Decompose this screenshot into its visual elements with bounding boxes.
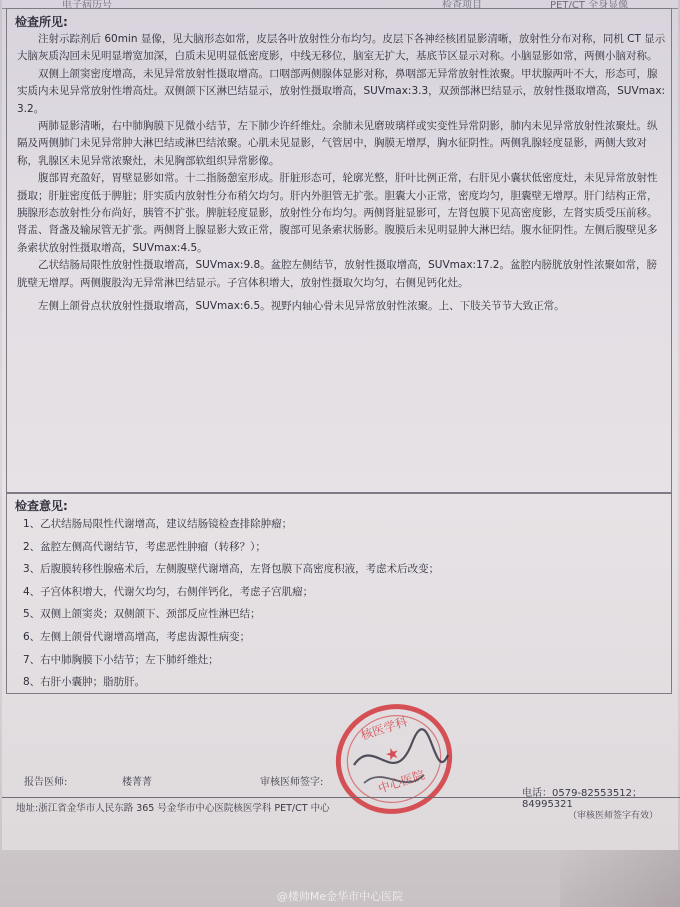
review-doctor-label: 审核医师签字:	[260, 777, 324, 788]
findings-paragraph-brain: 注射示踪剂后 60min 显像，见大脑形态如常，皮层各叶放射性分布均匀。皮层下各神经核团显影清晰，放射性分布对称，同机 CT 显示大脑灰质沟回未见明显增宽加深，白质未见明显低密度影，中线无移位，脑室无扩大，基底节区显示对称。小脑显影如常，两侧小脑对称。	[17, 33, 666, 63]
conclusion-item: 8、右肝小囊肿；脂肪肝。	[23, 676, 146, 689]
report-doctor-label: 报告医师:	[24, 777, 68, 788]
conclusion-item: 7、右中肺胸膜下小结节；左下肺纤维灶；	[23, 653, 219, 666]
conclusion-item: 4、子宫体积增大，代谢欠均匀，右侧伴钙化，考虑子宫肌瘤；	[23, 585, 314, 598]
findings-body	[17, 31, 667, 316]
svg-text:中心医院: 中心医院	[376, 767, 427, 796]
report-sheet	[2, 0, 678, 850]
hospital-seal	[324, 695, 464, 823]
findings-paragraph-pelvis: 乙状结肠局限性放射性摄取增高，SUVmax:9.8。盆腔左侧结节，放射性摄取增高，SUVmax:17.2。盆腔内膀胱放射性浓聚如常，膀胱壁无增厚。两侧腹股沟无异常淋巴结显示。子宫体积增大，放射性摄取欠均匀，右侧见钙化灶。	[17, 259, 657, 289]
footer-divider	[2, 797, 680, 798]
svg-text:★: ★	[382, 742, 403, 766]
findings-title: 检查所见:	[15, 15, 68, 29]
svg-text:核医学科: 核医学科	[359, 714, 410, 743]
findings-box	[6, 8, 672, 494]
conclusion-item: 3、后腹膜转移性腺癌术后，左侧腹壁代谢增高，左肾包膜下高密度积液，考虑术后改变；	[23, 563, 440, 576]
header-mid-fragment: 检查项目	[442, 0, 482, 11]
conclusion-item: 6、左侧上颌骨代谢增高增高，考虑齿源性病变；	[23, 630, 251, 643]
conclusion-list	[23, 513, 439, 694]
header-right-fragment: PET/CT 全身显像	[550, 0, 629, 11]
signature-note: （审核医师签字有效）	[568, 811, 659, 821]
weibo-watermark: @楼帅Me金华市中心医院	[276, 890, 404, 903]
conclusion-item: 1、乙状结肠局限性代谢增高，建议结肠镜检查排除肿瘤；	[23, 518, 293, 530]
findings-paragraph-abdomen: 腹部胃充盈好，胃壁显影如常。十二指肠憩室形成。肝脏形态可，轮廓光整，肝叶比例正常，右肝见小囊状低密度灶，未见异常放射性摄取；肝脏密度低于脾脏；肝实质内放射性分布稍欠均匀。肝内外胆管无扩张。胆囊大小正常，密度均匀，胆囊壁无增厚。肝门结构正常，胰腺形态放射性分布尚好，胰管不扩张。脾脏轻度显影，放射性分布均匀。两侧肾脏显影可，左肾包膜下见高密度影，左肾实质受压前移。肾盂、肾盏及输尿管无扩张。两侧肾上腺显影大致正常，腹部可见条索状肠影。腹膜后未见明显肿大淋巴结。腹水征阴性。左侧后腹壁见多条索状放射性摄取增高，SUVmax:4.5。	[17, 172, 658, 254]
findings-paragraph-head-neck: 双侧上颌窦密度增高，未见异常放射性摄取增高。口咽部两侧腺体显影对称，鼻咽部无异常放射性浓聚。甲状腺两叶不大，形态可，腺实质内未见异常放射性增高灶。双侧颌下区淋巴结显示，放射性摄取增高，SUVmax:3.3，双颈部淋巴结显示，放射性摄取增高，SUVmax:3.2。	[17, 67, 666, 115]
findings-paragraph-bone: 左侧上颌骨点状放射性摄取增高，SUVmax:6.5。视野内轴心骨未见异常放射性浓聚。上、下肢关节节大致正常。	[38, 300, 565, 313]
phone-number: 电话：0579-82553512；84995321	[522, 788, 642, 810]
findings-paragraph-chest: 两肺显影清晰，右中肺胸膜下见微小结节，左下肺少许纤维灶。余肺未见磨玻璃样或实变性异常阴影，肺内未见异常放射性浓聚灶。纵隔及两侧肺门未见异常肿大淋巴结或淋巴结浓聚。心肌未见显影，气管居中，胸膜无增厚，胸水征阴性。两侧乳腺轻度显影，两侧大致对称，乳腺区未见异常浓聚灶，未见胸部软组织异常影像。	[17, 120, 658, 167]
conclusion-box	[6, 492, 672, 694]
header-left-fragment: 电子病历号	[62, 0, 112, 11]
conclusion-item: 5、双侧上颌窦炎；双侧颌下、颈部反应性淋巴结；	[23, 608, 261, 621]
conclusion-item: 2、盆腔左侧高代谢结节，考虑恶性肿瘤（转移？）；	[23, 540, 266, 553]
report-doctor-name: 楼菁菁	[122, 777, 152, 788]
conclusion-title: 检查意见:	[15, 499, 68, 513]
hospital-address: 地址:浙江省金华市人民东路 365 号金华市中心医院核医学科 PET/CT 中心	[16, 803, 330, 814]
